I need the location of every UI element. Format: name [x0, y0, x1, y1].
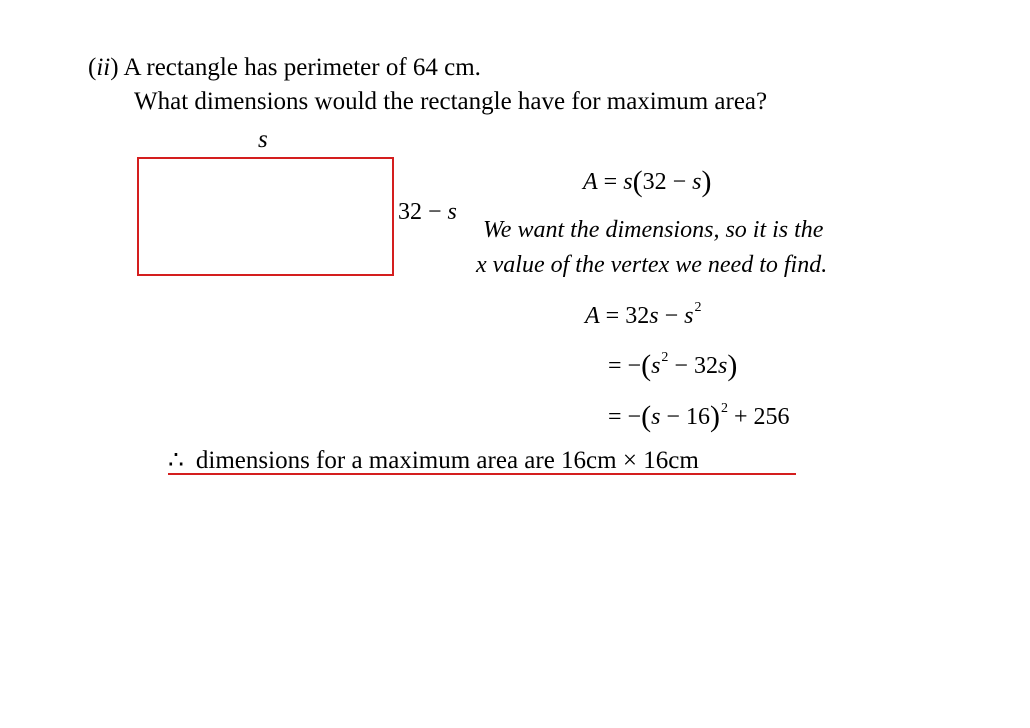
question-text-1: A rectangle has perimeter of 64 cm.	[123, 54, 481, 81]
step1-var2: s	[684, 303, 694, 329]
step1-lhs: A	[585, 303, 600, 329]
step1-coef: 32	[625, 303, 650, 329]
conclusion-second-dimension: 16cm	[643, 447, 699, 474]
question-line-1: (ii) A rectangle has perimeter of 64 cm.	[88, 54, 481, 81]
side-label-var: s	[447, 199, 457, 225]
step1-var: s	[649, 303, 659, 329]
step-3: = $-(s - 16)^2 + 256$	[608, 400, 790, 433]
side-label-number: 32	[398, 199, 422, 225]
rect-top-label: s	[258, 126, 268, 153]
step3-constant: 256	[753, 404, 790, 430]
step3-num: 16	[685, 404, 710, 430]
rectangle-diagram	[137, 157, 394, 276]
conclusion	[168, 445, 699, 475]
step3-var: s	[651, 404, 661, 430]
part-label: ii	[96, 54, 111, 81]
note-line-1: We want the dimensions, so it is the	[483, 217, 824, 243]
step2-exponent: 2	[661, 350, 669, 365]
formula-lhs: A	[583, 169, 598, 195]
area-formula: A = s(32 − s)	[583, 165, 712, 198]
step-1: $A = 32s - s^2$	[585, 300, 702, 329]
step2-var2: s	[717, 353, 728, 379]
rect-side-label: 32 − s	[398, 199, 457, 225]
step1-exponent: 2	[694, 300, 702, 315]
therefore-symbol: ∴	[168, 447, 184, 474]
step2-coef: 32	[693, 353, 718, 379]
note-line-2: x value of the vertex we need to find.	[476, 252, 828, 278]
conclusion-text: dimensions for a maximum area are 16cm	[195, 447, 617, 474]
formula-inner-num: 32	[642, 169, 667, 195]
step2-var: s	[651, 353, 661, 379]
answer-underline	[168, 473, 796, 475]
formula-var: s	[623, 169, 633, 195]
step-2: = $-(s^2 - 32s)$	[608, 349, 738, 382]
times-symbol: ×	[622, 447, 637, 474]
step3-exponent: 2	[720, 401, 728, 416]
formula-inner-var: s	[692, 169, 702, 195]
question-line-2: What dimensions would the rectangle have for maximum area?	[134, 88, 768, 115]
